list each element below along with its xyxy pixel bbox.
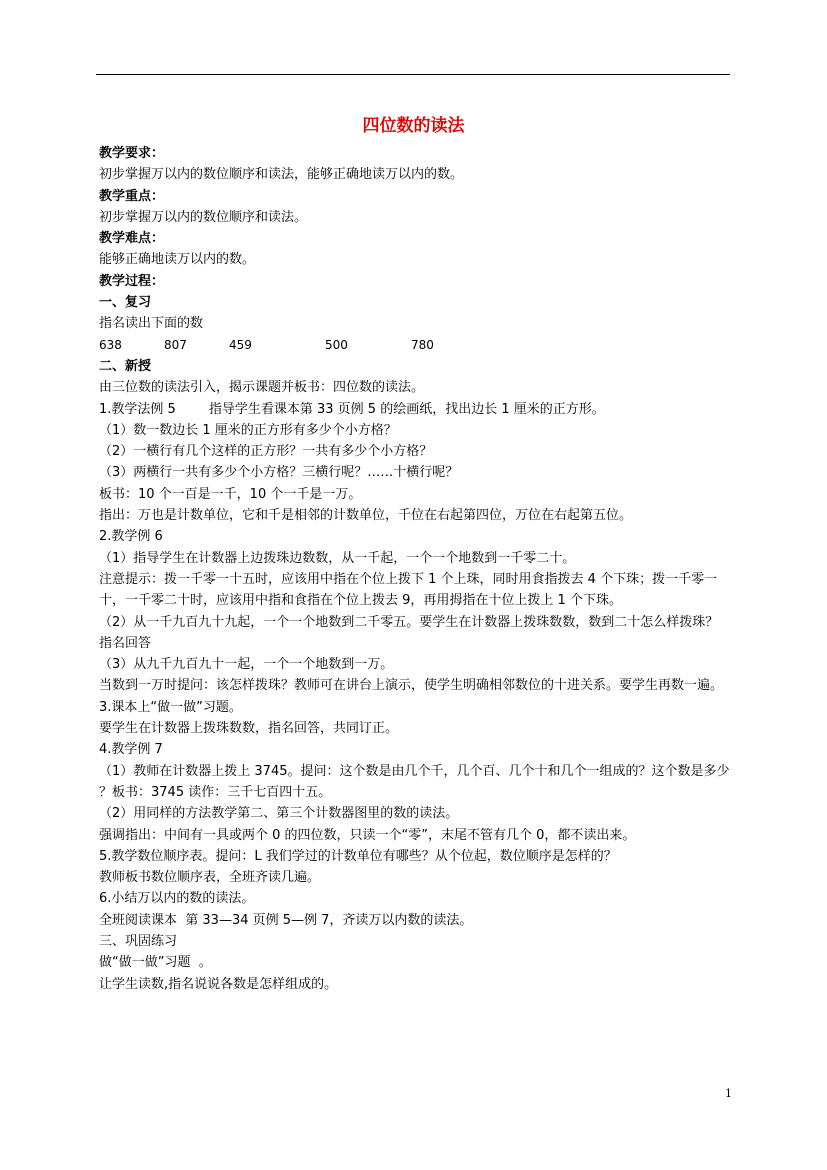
paragraph: （1）教师在计数器上拨上 3745。提问：这个数是由几个千，几个百、几个十和几个一组成的？这个数是多少 ？板书：3745 读作：三千七百四十五。 [99, 763, 730, 800]
paragraph: （3）从九千九百九十一起，一个一个地数到一万。 [99, 657, 394, 673]
paragraph: 教师板书数位顺序表，全班齐读几遍。 [99, 870, 321, 886]
paragraph: 5.教学数位顺序表。提问：L 我们学过的计数单位有哪些？从个位起，数位顺序是怎样的？ [99, 848, 617, 864]
paragraph: （2）一横行有几个这样的正方形？一共有多少个小方格？ [99, 444, 433, 460]
paragraph: 由三位数的读法引入，揭示课题并板书：四位数的读法。 [99, 380, 425, 396]
review-number: 780 [411, 337, 434, 352]
key-points-text: 初步掌握万以内的数位顺序和读法。 [99, 209, 308, 225]
review-number: 807 [164, 337, 187, 352]
paragraph: 注意提示：拨一千零一十五时，应该用中指在个位上拨下 1 个上珠，同时用食指拨去 4 个下珠；拨一千零一十，一千零二十时，应该用中指和食指在个位上拨去 9，再用拇指在十位上拨上 1 个下珠。 [99, 571, 718, 609]
review-numbers [99, 335, 731, 356]
difficulties-text: 能够正确地读万以内的数。 [99, 252, 256, 268]
paragraph: 要学生在计数器上拨珠数数，指名回答，共同订正。 [99, 721, 399, 737]
paragraph: （3）两横行一共有多少个小方格？三横行呢？……十横行呢？ [99, 465, 459, 481]
paragraph: （2）从一千九百九十九起，一个一个地数到二千零五。要学生在计数器上拨珠数数，数到二十怎么样拨珠？指名回答 [99, 614, 719, 651]
process-heading: 教学过程： [99, 273, 165, 289]
review-heading: 一、复习 [99, 295, 152, 311]
paragraph: 当数到一万时提问：该怎样拨珠？教师可在讲台上演示，使学生明确相邻数位的十进关系。要学生再数一遍。 [99, 678, 724, 694]
paragraph: 4.教学例 7 [99, 742, 163, 758]
requirements-text: 初步掌握万以内的数位顺序和读法，能够正确地读万以内的数。 [99, 167, 464, 183]
paragraph: 强调指出：中间有一具或两个 0 的四位数，只读一个“零”，末尾不管有几个 0，都不读出来。 [99, 827, 636, 843]
header-rule [96, 74, 730, 75]
page-number: 1 [725, 1087, 732, 1100]
review-prompt: 指名读出下面的数 [99, 316, 204, 332]
new-lesson-heading: 二、新授 [99, 358, 152, 374]
paragraph: （1）数一数边长 1 厘米的正方形有多少个小方格？ [99, 422, 397, 438]
paragraph: 全班阅读课本 第 33—34 页例 5—例 7，齐读万以内数的读法。 [99, 912, 473, 928]
review-number: 500 [325, 337, 348, 352]
requirements-heading: 教学要求： [99, 146, 165, 161]
practice-heading: 三、巩固练习 [99, 933, 178, 949]
paragraph: （1）指导学生在计数器上边拨珠边数数，从一千起，一个一个地数到一千零二十。 [99, 550, 576, 566]
paragraph: 6.小结万以内的数的读法。 [99, 891, 255, 907]
paragraph: （2）用同样的方法教学第二、第三个计数器图里的数的读法。 [99, 806, 459, 822]
review-number: 638 [99, 337, 122, 352]
paragraph: 做“做一做”习题 。 [99, 955, 212, 971]
difficulties-heading: 教学难点： [99, 231, 165, 247]
document-body [99, 143, 731, 995]
paragraph: 指出：万也是计数单位，它和千是相邻的计数单位，千位在右起第四位，万位在右起第五位。 [99, 508, 633, 524]
review-number: 459 [229, 337, 252, 352]
paragraph: 2.教学例 6 [99, 529, 163, 545]
key-points-heading: 教学重点： [99, 188, 165, 204]
paragraph: 1.教学法例 5 指导学生看课本第 33 页例 5 的绘画纸，找出边长 1 厘米的正方形。 [99, 401, 605, 417]
paragraph: 让学生读数,指名说说各数是怎样组成的。 [99, 976, 338, 992]
paragraph: 3.课本上“做一做”习题。 [99, 699, 242, 715]
paragraph: 板书：10 个一百是一千，10 个一千是一万。 [99, 486, 362, 502]
document-title: 四位数的读法 [362, 116, 465, 136]
